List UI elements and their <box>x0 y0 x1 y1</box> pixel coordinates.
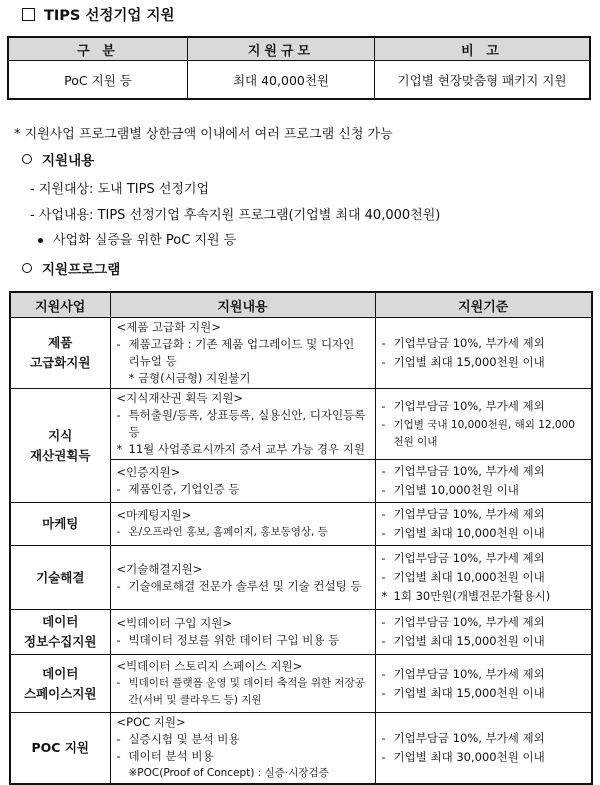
circle-bullet-icon <box>22 154 32 164</box>
criteria-line <box>382 506 586 523</box>
category-line: 데이터 <box>42 665 79 681</box>
program-content <box>110 318 375 389</box>
content-line <box>117 524 369 541</box>
content-line <box>117 578 369 595</box>
program-content <box>110 389 375 460</box>
criteria-marker: - <box>381 483 386 497</box>
page-title-text: TIPS 선정기업 지원 <box>44 8 175 24</box>
criteria-line <box>382 482 586 499</box>
content-item: - 지원대상: 도내 TIPS 선정기업 <box>30 182 210 197</box>
program-content <box>110 546 375 610</box>
program-content <box>110 503 375 546</box>
category-line: 정보수집지원 <box>24 634 97 649</box>
criteria-line <box>382 525 586 542</box>
program-header-content: 지원내용 <box>110 292 375 318</box>
category-line: 데이터 <box>42 614 79 629</box>
section-heading-content <box>22 149 94 169</box>
summary-cell-scale: 최대 40,000천원 <box>188 61 375 100</box>
program-category <box>10 713 110 785</box>
criteria-text: 기업부담금 10%, 부가세 제외 <box>393 398 545 413</box>
content-text: ※POC(Proof of Concept) : 실증·시장검증 <box>128 767 329 779</box>
criteria-line <box>382 335 586 352</box>
program-category <box>10 389 110 503</box>
content-text: 제품고급화 : 기존 제품 업그레이드 및 디자인 리뉴얼 등 <box>128 337 355 368</box>
content-marker: - <box>116 749 121 763</box>
criteria-line <box>382 685 586 702</box>
content-marker: - <box>116 408 121 422</box>
criteria-text: 기업별 최대 10,000천원 이내 <box>393 570 545 584</box>
criteria-text: 기업부담금 10%, 부가세 제외 <box>393 551 545 565</box>
content-line <box>117 658 369 675</box>
program-row <box>10 546 592 610</box>
program-criteria <box>375 460 592 503</box>
content-marker: * <box>116 442 123 456</box>
program-criteria <box>375 610 592 655</box>
criteria-marker: * <box>381 589 388 603</box>
circle-bullet-icon <box>22 263 32 273</box>
program-row <box>10 389 592 460</box>
content-line <box>117 714 369 731</box>
content-marker: - <box>116 677 121 689</box>
program-row <box>10 655 592 713</box>
section-heading-programs-text: 지원프로그램 <box>42 262 121 278</box>
content-text: 빅데이터 정보를 위한 데이터 구입 비용 등 <box>128 633 340 647</box>
program-row <box>10 318 592 389</box>
page-title <box>22 4 175 25</box>
program-category <box>10 655 110 713</box>
content-line <box>117 481 369 498</box>
content-marker: - <box>116 526 121 538</box>
program-criteria <box>375 546 592 610</box>
program-criteria <box>375 713 592 785</box>
criteria-marker: - <box>381 507 386 521</box>
content-line <box>117 632 369 649</box>
content-line <box>117 748 369 765</box>
criteria-text: 기업부담금 10%, 부가세 제외 <box>393 464 545 478</box>
criteria-text: 기업별 10,000천원 이내 <box>393 483 519 497</box>
program-content <box>110 713 375 785</box>
section-heading-content-text: 지원내용 <box>42 153 95 169</box>
category-line: POC 지원 <box>31 740 89 755</box>
section-heading-programs <box>22 258 120 278</box>
category-line: 마케팅 <box>42 516 79 531</box>
content-text: <빅데이터 구입 지원> <box>116 616 232 630</box>
content-marker: - <box>116 732 121 746</box>
criteria-marker: - <box>381 551 386 565</box>
content-line <box>117 507 369 524</box>
criteria-text: 기업별 최대 15,000천원 이내 <box>393 634 545 648</box>
content-line <box>117 319 369 336</box>
content-line <box>117 407 369 441</box>
criteria-line <box>382 666 586 683</box>
criteria-marker: - <box>381 418 386 431</box>
program-category <box>10 503 110 546</box>
summary-row <box>8 61 590 100</box>
content-line <box>117 336 369 370</box>
criteria-line <box>382 569 586 586</box>
criteria-marker: - <box>381 615 386 629</box>
content-marker: - <box>116 482 121 496</box>
criteria-text: 기업부담금 10%, 부가세 제외 <box>393 666 545 681</box>
category-line: 기술해결 <box>36 569 85 585</box>
criteria-marker: - <box>381 526 386 540</box>
category-line: 고급화지원 <box>30 355 91 370</box>
criteria-marker: - <box>381 666 386 681</box>
criteria-text: 기업별 최대 15,000천원 이내 <box>393 685 545 700</box>
program-criteria <box>375 655 592 713</box>
content-item: - 사업내용: TIPS 선정기업 후속지원 프로그램(기업별 최대 40,000천원) <box>30 208 441 223</box>
content-line <box>117 675 369 709</box>
content-text: 데이터 분석 비용 <box>128 749 214 763</box>
criteria-line <box>382 730 586 747</box>
program-header-row <box>10 292 592 318</box>
content-text: 11월 사업종료시까지 증서 교부 가능 경우 지원 <box>128 442 366 456</box>
criteria-text: 기업별 최대 15,000천원 이내 <box>393 355 545 369</box>
content-marker: - <box>116 578 121 593</box>
content-text: <제품 고급화 지원> <box>116 320 221 334</box>
content-bullet-text: 사업화 실증을 위한 PoC 지원 등 <box>53 233 237 248</box>
criteria-marker: - <box>381 336 386 350</box>
content-text: 기술애로해결 전문가 솔루션 및 기술 컨설팅 등 <box>128 578 362 593</box>
content-line <box>117 464 369 481</box>
category-line: 제품 <box>48 335 73 350</box>
content-text: * 금형(시금형) 지원불기 <box>128 371 251 385</box>
criteria-marker: - <box>381 464 386 478</box>
content-bullet-item <box>38 229 236 248</box>
content-text: 온/오프라인 홍보, 홈페이지, 홍보동영상, 등 <box>128 526 328 538</box>
content-text: 실증시험 및 분석 비용 <box>128 732 240 746</box>
criteria-line <box>382 749 586 766</box>
criteria-line <box>382 633 586 650</box>
checkbox-square-icon <box>22 8 35 21</box>
program-category <box>10 610 110 655</box>
criteria-line <box>382 588 586 605</box>
program-row <box>10 610 592 655</box>
content-text: <POC 지원> <box>116 715 186 729</box>
criteria-marker: - <box>381 634 386 648</box>
criteria-text: 기업별 최대 30,000천원 이내 <box>393 750 545 764</box>
summary-cell-category: PoC 지원 등 <box>64 72 132 88</box>
content-text: <기술해결지원> <box>116 561 203 576</box>
content-line <box>117 441 369 458</box>
dot-bullet-icon <box>38 238 43 243</box>
category-line: 지식 <box>48 427 73 443</box>
program-criteria <box>375 389 592 460</box>
summary-header-scale: 지원규모 <box>188 37 375 61</box>
content-line <box>117 390 369 407</box>
program-criteria <box>375 503 592 546</box>
program-content <box>110 460 375 503</box>
program-category <box>10 546 110 610</box>
content-text: <지식재산권 획득 지원> <box>116 391 244 405</box>
content-text: 제품인증, 기업인증 등 <box>128 482 240 496</box>
program-criteria <box>375 318 592 389</box>
criteria-marker: - <box>381 398 386 413</box>
criteria-marker: - <box>381 355 386 369</box>
criteria-marker: - <box>381 731 386 745</box>
criteria-text: 기업부담금 10%, 부가세 제외 <box>393 731 545 745</box>
program-content <box>110 610 375 655</box>
criteria-text: 기업별 국내 10,000천원, 해외 12,000천원 이내 <box>393 418 575 448</box>
criteria-text: 기업부담금 10%, 부가세 제외 <box>393 615 545 629</box>
category-line: 재산권획득 <box>30 447 91 463</box>
program-category <box>10 318 110 389</box>
program-header-category: 지원사업 <box>10 292 110 318</box>
criteria-line <box>382 614 586 631</box>
content-text: <빅데이터 스토리지 스페이스 지원> <box>116 659 303 673</box>
criteria-text: 기업부담금 10%, 부가세 제외 <box>393 507 545 521</box>
criteria-text: 기업부담금 10%, 부가세 제외 <box>393 336 545 350</box>
criteria-marker: - <box>381 750 386 764</box>
program-table <box>9 291 593 785</box>
summary-header-remark: 비 고 <box>375 37 591 61</box>
note-line: * 지원사업 프로그램별 상한금액 이내에서 여러 프로그램 신청 가능 <box>14 127 393 142</box>
criteria-marker: - <box>381 685 386 700</box>
content-text: 빅데이터 플랫폼 운영 및 데이터 축적을 위한 저장공간(서버 및 클라우드 등) 지원 <box>128 677 365 706</box>
summary-header-row <box>8 37 590 61</box>
content-line <box>117 615 369 632</box>
criteria-text: 1회 30만원(개별전문가활용시) <box>393 589 551 603</box>
content-line <box>117 765 369 782</box>
criteria-line <box>382 550 586 567</box>
criteria-line <box>382 354 586 371</box>
criteria-line <box>382 398 586 415</box>
content-line <box>117 370 369 387</box>
summary-header-category: 구 분 <box>8 37 188 61</box>
content-marker: - <box>116 633 121 647</box>
criteria-line <box>382 417 586 451</box>
program-content <box>110 655 375 713</box>
criteria-line <box>382 463 586 480</box>
criteria-text: 기업별 최대 10,000천원 이내 <box>393 526 545 540</box>
content-text: <마케팅지원> <box>116 508 192 522</box>
program-row <box>10 713 592 785</box>
summary-cell-remark: 기업별 현장맞춤형 패키지 지원 <box>375 61 591 100</box>
content-line <box>117 731 369 748</box>
content-text: <인증지원> <box>116 465 181 479</box>
content-marker: - <box>116 337 121 351</box>
content-text: 특허출원/등록, 상표등록, 실용신안, 디자인등록 등 <box>128 408 366 439</box>
content-line <box>117 561 369 578</box>
program-header-criteria: 지원기준 <box>375 292 592 318</box>
summary-table <box>7 36 591 100</box>
program-row <box>10 503 592 546</box>
criteria-marker: - <box>381 570 386 584</box>
category-line: 스페이스지원 <box>24 685 97 701</box>
